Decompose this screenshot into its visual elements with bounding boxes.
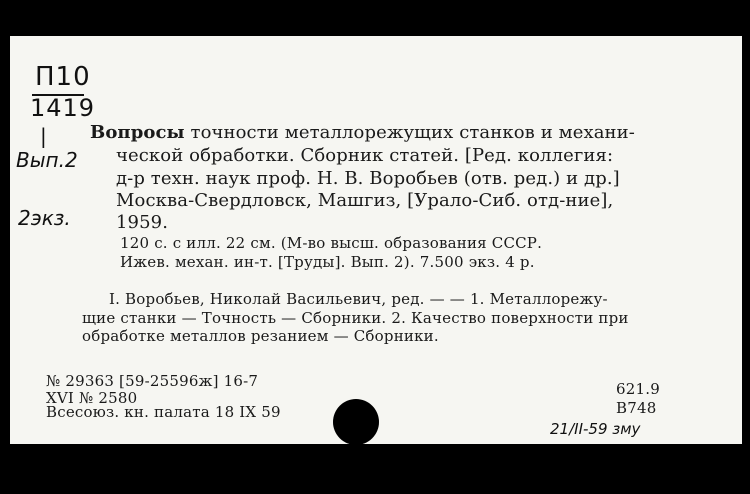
catalog-card bbox=[10, 36, 742, 444]
entry-line-6: 120 с. с илл. 22 см. (М-во высш. образования СССР. bbox=[120, 234, 543, 252]
class-number: 621.9 bbox=[616, 380, 660, 398]
call-number-bottom: 1419 bbox=[30, 94, 96, 122]
author-mark: В748 bbox=[616, 399, 657, 417]
handwritten-copies: 2экз. bbox=[18, 206, 71, 230]
entry-title-rest: точности металлорежущих станков и механи- bbox=[184, 122, 635, 143]
tracing-line-3: обработке металлов резанием — Сборники. bbox=[82, 327, 439, 345]
handwritten-date-note: 21/II-59 зму bbox=[550, 420, 641, 438]
entry-line-3: д-р техн. наук проф. Н. В. Воробьев (отв. ред.) и др.] bbox=[116, 168, 620, 189]
footer-record-number: № 29363 [59-25596ж] 16-7 bbox=[46, 372, 259, 390]
handwritten-issue: Вып.2 bbox=[16, 148, 78, 172]
footer-chamber: Всесоюз. кн. палата 18 IX 59 bbox=[46, 403, 281, 421]
entry-line-1 bbox=[90, 122, 635, 143]
footer-registry: XVI № 2580 bbox=[46, 389, 138, 407]
tracing-line-1: I. Воробьев, Николай Васильевич, ред. — — 1. Металлорежу- bbox=[109, 290, 608, 308]
entry-line-5: 1959. bbox=[116, 212, 169, 233]
handwritten-mark: | bbox=[40, 124, 47, 148]
tracing-line-2: щие станки — Точность — Сборники. 2. Качество поверхности при bbox=[82, 309, 629, 327]
entry-line-7: Ижев. механ. ин-т. [Труды]. Вып. 2). 7.500 экз. 4 р. bbox=[120, 253, 535, 271]
entry-line-2: ческой обработки. Сборник статей. [Ред. коллегия: bbox=[116, 145, 614, 166]
entry-title-heading: Вопросы bbox=[90, 122, 185, 143]
call-number-top: П10 bbox=[35, 62, 91, 92]
punch-hole bbox=[333, 399, 379, 445]
entry-line-4: Москва-Свердловск, Машгиз, [Урало-Сиб. отд-ние], bbox=[116, 190, 614, 211]
